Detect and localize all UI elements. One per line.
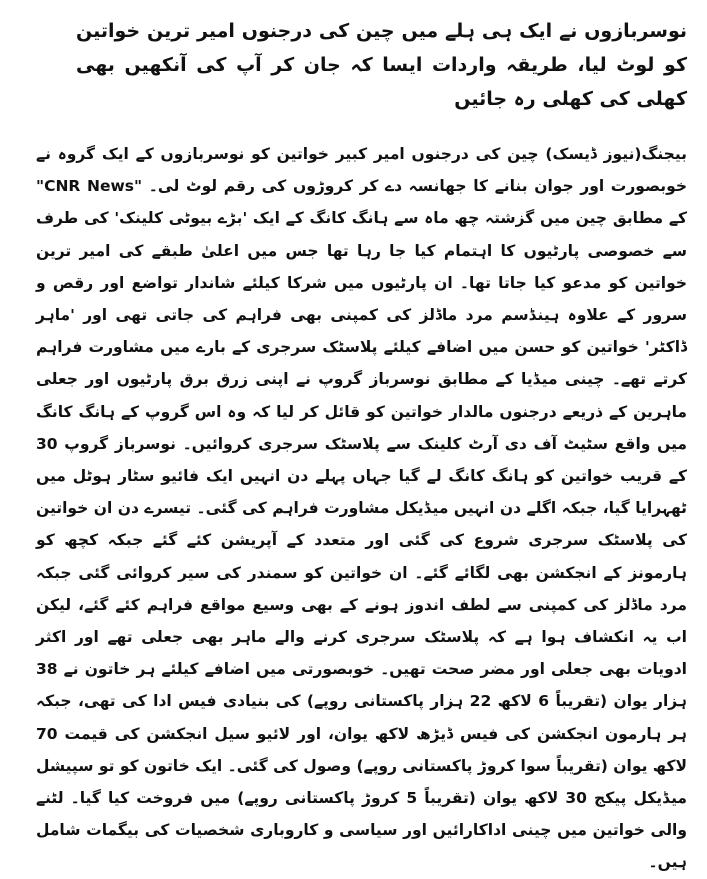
article-headline: نوسربازوں نے ایک ہی ہلے میں چین کی درجنوں امیر ترین خواتین کو لوٹ لیا، طریقہ واردات ایسا کہ جان کر آپ کی آنکھیں بھی کھلی کی کھلی رہ جائیں — [76, 20, 687, 110]
article-body: بیجنگ(نیوز ڈیسک) چین کی درجنوں امیر کبیر خواتین کو نوسربازوں کے ایک گروہ نے خوبصورت اور جوان بنانے کا جھانسہ دے کر کروڑوں کی رقم لوٹ لی۔ "CNR News" کے مطابق چین میں گزشتہ چھ ماہ سے ہانگ کانگ کے ایک 'بڑے بیوٹی کلینک' کی طرف سے خصوصی پارٹیوں کا اہتمام کیا جا رہا تھا جس میں اعلیٰ طبقے کی امیر ترین خواتین کو مدعو کیا جاتا تھا۔ ان پارٹیوں میں شرکا کیلئے شاندار تواضع اور رقص و سرور کے علاوہ ہینڈسم مرد ماڈلز کی کمپنی بھی فراہم کی جاتی تھی اور 'ماہر ڈاکٹر' خواتین کو حسن میں اضافے کیلئے پلاسٹک سرجری کے بارے میں مشاورت فراہم کرتے تھے۔ چینی میڈیا کے مطابق نوسرباز گروپ نے اپنی زرق برق پارٹیوں اور جعلی ماہرین کے ذریعے درجنوں مالدار خواتین کو قائل کر لیا کہ وہ اس گروپ کے ہانگ کانگ میں واقع سٹیٹ آف دی آرٹ کلینک سے پلاسٹک سرجری کروائیں۔ نوسرباز گروپ 30 کے قریب خواتین کو ہانگ کانگ لے گیا جہاں پہلے دن انہیں ایک فائیو سٹار ہوٹل میں ٹھہرایا گیا، جبکہ اگلے دن انہیں میڈیکل مشاورت فراہم کی گئی۔ تیسرے دن ان خواتین کی پلاسٹک سرجری شروع کی گئی اور متعدد کے آپریشن کئے گئے جبکہ کچھ کو ہارمونز کے انجکشن بھی لگائے گئے۔ ان خواتین کو سمندر کی سیر کروائی گئی جبکہ مرد ماڈلز کی کمپنی سے لطف اندوز ہونے کے بھی وسیع مواقع فراہم کئے گئے، لیکن اب یہ انکشاف ہوا ہے کہ پلاسٹک سرجری کرنے والے ماہر بھی جعلی تھے اور اکثر ادویات بھی جعلی اور مضر صحت تھیں۔ خوبصورتی میں اضافے کیلئے ہر خاتون نے 38 ہزار یوان (تقریباً 6 لاکھ 22 ہزار پاکستانی روپے) کی بنیادی فیس ادا کی تھی، جبکہ ہر ہارمون انجکشن کی فیس ڈیڑھ لاکھ یوان، اور لائیو سیل انجکشن کی قیمت 70 لاکھ یوان (تقریباً سوا کروڑ پاکستانی روپے) وصول کی گئی۔ ایک خاتون کو تو سپیشل میڈیکل پیکج 30 لاکھ یوان (تقریباً 5 کروڑ پاکستانی روپے) میں فروخت کیا گیا۔ لٹنے والی خواتین میں چینی اداکارائیں اور سیاسی و کاروباری شخصیات کی بیگمات شامل ہیں۔ — [36, 145, 688, 872]
